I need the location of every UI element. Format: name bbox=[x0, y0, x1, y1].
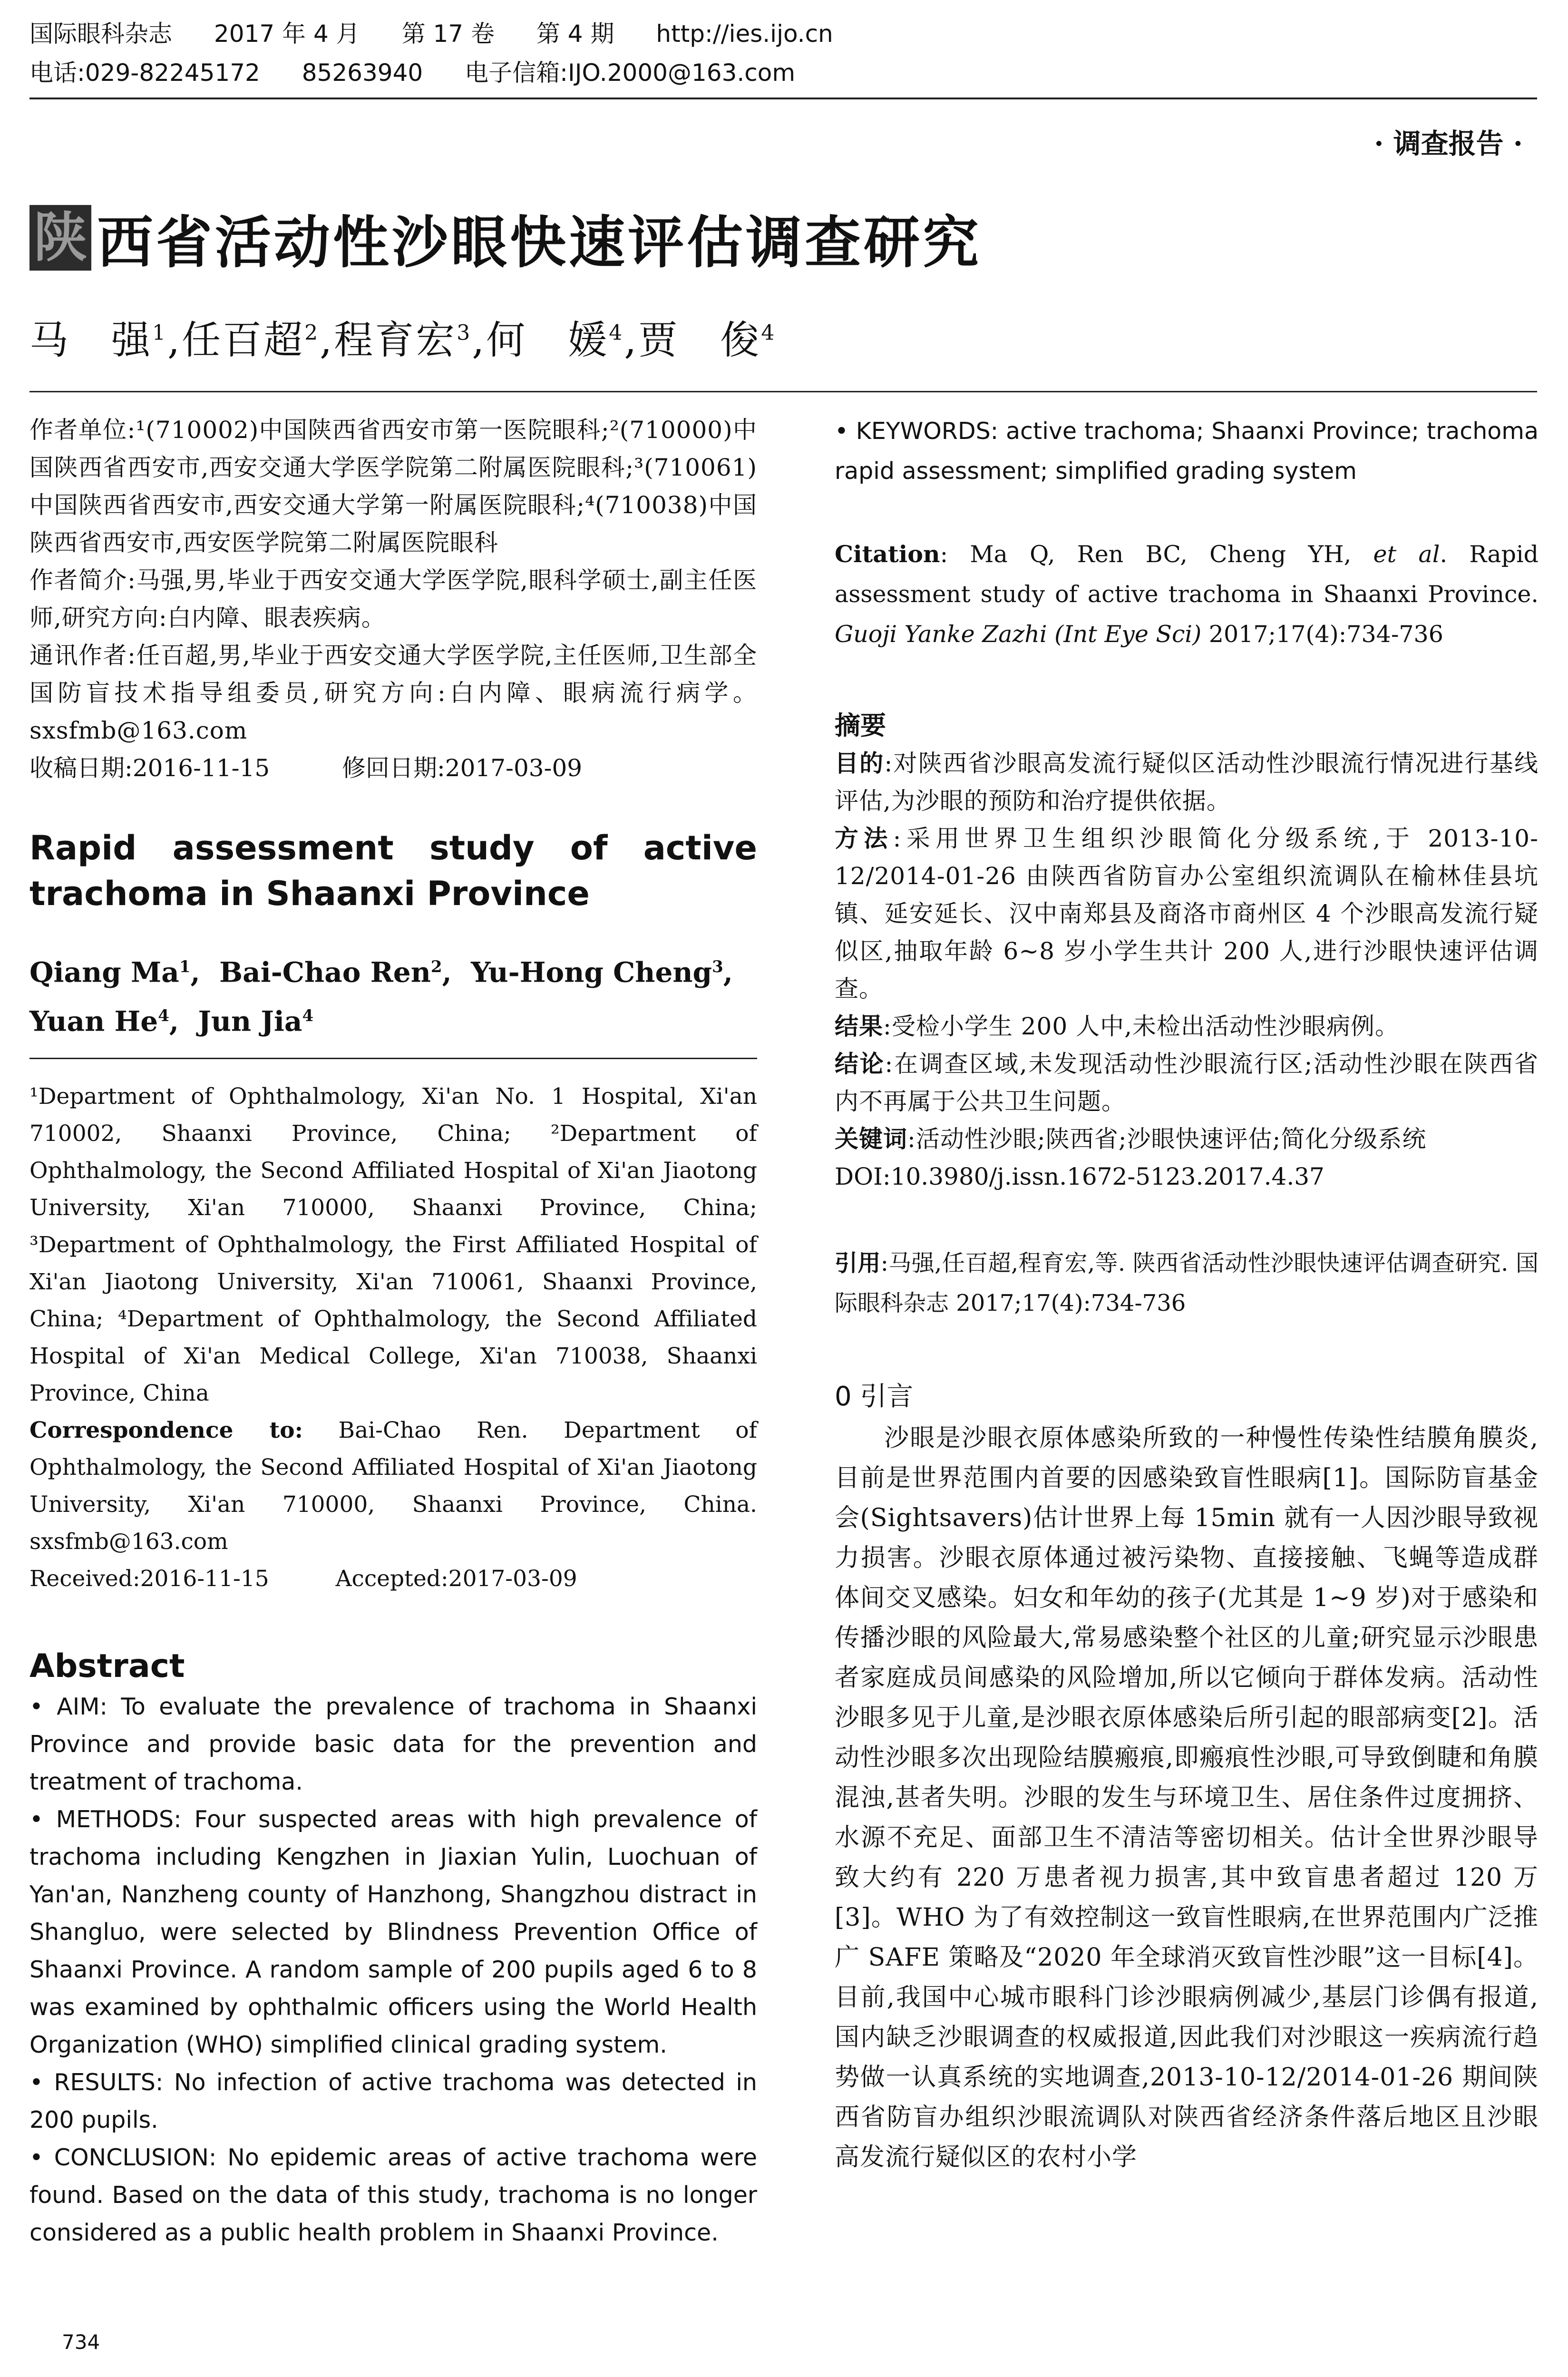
left-column bbox=[29, 411, 757, 2251]
keywords-en: • KEYWORDS: active trachoma; Shaanxi Province; trachoma rapid assessment; simplified grading system bbox=[835, 418, 1539, 485]
keywords-cn: 关键词:活动性沙眼;陕西省;沙眼快速评估;简化分级系统 bbox=[835, 1125, 1427, 1153]
abstract-objective-cn: 目的:对陕西省沙眼高发流行疑似区活动性沙眼流行情况进行基线评估,为沙眼的预防和治疗提供依据。 bbox=[835, 750, 1539, 815]
article-title bbox=[29, 202, 982, 273]
correspondence-en bbox=[29, 1412, 757, 1560]
abstract-heading: Abstract bbox=[29, 1647, 185, 1685]
received-date-en: Received:2016-11-15 bbox=[29, 1565, 269, 1592]
volume: 第 17 卷 bbox=[401, 20, 495, 48]
author-bio: 作者简介:马强,男,毕业于西安交通大学医学院,眼科学硕士,副主任医师,研究方向:白内障、眼表疾病。 bbox=[29, 566, 757, 632]
journal-name: 国际眼科杂志 bbox=[29, 20, 172, 48]
received-date-cn: 收稿日期:2016-11-15 bbox=[29, 754, 270, 782]
affiliation-cn: 作者单位:¹(710002)中国陕西省西安市第一医院眼科;²(710000)中国陕西省西安市,西安交通大学医学院第二附属医院眼科;³(710061)中国陕西省西安市,西安交通大学第一附属医院眼科;⁴(710038)中国陕西省西安市,西安医学院第二附属医院眼科 bbox=[29, 416, 757, 556]
affiliation-en: ¹Department of Ophthalmology, Xi'an No. 1 Hospital, Xi'an 710002, Shaanxi Province, China; ²Department of Ophthalmology, the Second Affiliated Hospital of Xi'an Jiaotong University, Xi'an 710000, Shaanxi Province, China; ³Department of Ophthalmology, the First Affiliated Hospital of Xi'an Jiaotong University, Xi'an 710061, Shaanxi Province, China; ⁴Department of Ophthalmology, the Second Affiliated Hospital of Xi'an Medical College, Xi'an 710038, Shaanxi Province, China bbox=[29, 1083, 757, 1406]
abstract-results-cn: 结果:受检小学生 200 人中,未检出活动性沙眼病例。 bbox=[835, 1013, 1399, 1040]
intro-heading: 0 引言 bbox=[835, 1381, 914, 1412]
abstract-heading-cn: 摘要 bbox=[835, 711, 886, 740]
english-title: Rapid assessment study of active trachoma in Shaanxi Province bbox=[29, 828, 757, 913]
revised-date-cn: 修回日期:2017-03-09 bbox=[341, 754, 583, 782]
doi[interactable]: DOI:10.3980/j.issn.1672-5123.2017.4.37 bbox=[835, 1163, 1325, 1190]
english-authors-divider bbox=[29, 1058, 757, 1059]
english-authors: Qiang Ma$^1$, Bai-Chao Ren$^2$, Yu-Hong Cheng$^3$, Yuan He$^4$, Jun Jia$^4$ bbox=[29, 956, 733, 1038]
citation-en: Citation: Ma Q, Ren BC, Cheng YH, et al. Rapid assessment study of active trachoma in Shaanxi Province. Guoji Yanke Zazhi (Int Eye Sci) 2017;17(4):734-736 bbox=[835, 540, 1539, 648]
issue-date: 2017 年 4 月 bbox=[214, 20, 360, 48]
phone: 电话:029-82245172 bbox=[29, 59, 260, 87]
journal-url[interactable]: http://ies.ijo.cn bbox=[656, 20, 833, 48]
citation-cn: 引用:马强,任百超,程育宏,等. 陕西省活动性沙眼快速评估调查研究. 国际眼科杂志 2017;17(4):734-736 bbox=[835, 1250, 1539, 1316]
title-dropcap: 陕 bbox=[29, 205, 91, 271]
author-name: 何 媛 bbox=[486, 318, 609, 363]
author-name: 贾 俊 bbox=[638, 318, 761, 363]
page-number: 734 bbox=[62, 2330, 100, 2354]
author-name: 马 强 bbox=[29, 318, 153, 363]
abstract-aim: • AIM: To evaluate the prevalence of trachoma in Shaanxi Province and provide basic data for the prevention and treatment of trachoma. bbox=[29, 1693, 757, 1795]
abstract-methods: • METHODS: Four suspected areas with high prevalence of trachoma including Kengzhen in Jiaxian Yulin, Luochuan of Yan'an, Nanzheng county of Hanzhong, Shangzhou distract in Shangluo, were selected by Blindness Prevention Office of Shaanxi Province. A random sample of 200 pupils aged 6 to 8 was examined by ophthalmic officers using the World Health Organization (WHO) simplified clinical grading system. bbox=[29, 1805, 757, 2058]
issue: 第 4 期 bbox=[536, 20, 614, 48]
dates-cn bbox=[29, 750, 757, 787]
header-divider bbox=[29, 97, 1537, 99]
abstract-results: • RESULTS: No infection of active trachoma was detected in 200 pupils. bbox=[29, 2068, 757, 2133]
running-header bbox=[29, 14, 1537, 92]
phone-2: 85263940 bbox=[302, 59, 423, 87]
correspondence-label: Correspondence to: bbox=[29, 1417, 303, 1443]
abstract-conclusion: • CONCLUSION: No epidemic areas of active trachoma were found. Based on the data of this study, trachoma is no longer considered as a public health problem in Shaanxi Province. bbox=[29, 2143, 757, 2246]
correspondence-text: Bai-Chao Ren. Department of Ophthalmology, the Second Affiliated Hospital of Xi'an Jiaotong University, Xi'an 710000, Shaanxi Province, China. sxsfmb@163.com bbox=[29, 1417, 757, 1555]
abstract-conclusion-cn: 结论:在调查区域,未发现活动性沙眼流行区;活动性沙眼在陕西省内不再属于公共卫生问题。 bbox=[835, 1050, 1539, 1115]
citation-label: Citation bbox=[835, 540, 940, 568]
right-column bbox=[835, 411, 1539, 2177]
dates-en bbox=[29, 1560, 757, 1598]
email[interactable]: 电子信箱:IJO.2000@163.com bbox=[465, 59, 796, 87]
accepted-date-en: Accepted:2017-03-09 bbox=[335, 1565, 577, 1592]
title-text: 西省活动性沙眼快速评估调查研究 bbox=[97, 210, 982, 275]
abstract-methods-cn: 方法:采用世界卫生组织沙眼简化分级系统,于 2013-10-12/2014-01-26 由陕西省防盲办公室组织流调队在榆林佳县坑镇、延安延长、汉中南郑县及商洛市商州区 4 个沙眼高发流行疑似区,抽取年龄 6~8 岁小学生共计 200 人,进行沙眼快速评估调查。 bbox=[835, 825, 1539, 1003]
authors-divider bbox=[29, 391, 1537, 392]
author-name: 任百超 bbox=[182, 318, 305, 363]
intro-paragraph: 沙眼是沙眼衣原体感染所致的一种慢性传染性结膜角膜炎,目前是世界范围内首要的因感染致盲性眼病[1]。国际防盲基金会(Sightsavers)估计世界上每 15min 就有一人因沙眼导致视力损害。沙眼衣原体通过被污染物、直接接触、飞蝇等造成群体间交叉感染。妇女和年幼的孩子(尤其是 1~9 岁)对于感染和传播沙眼的风险最大,常易感染整个社区的儿童;研究显示沙眼患者家庭成员间感染的风险增加,所以它倾向于群体发病。活动性沙眼多见于儿童,是沙眼衣原体感染后所引起的眼部病变[2]。活动性沙眼多次出现险结膜瘢痕,即瘢痕性沙眼,可导致倒睫和角膜混浊,甚者失明。沙眼的发生与环境卫生、居住条件过度拥挤、水源不充足、面部卫生不清洁等密切相关。估计全世界沙眼导致大约有 220 万患者视力损害,其中致盲患者超过 120 万[3]。WHO 为了有效控制这一致盲性眼病,在世界范围内广泛推广 SAFE 策略及“2020 年全球消灭致盲性沙眼”这一目标[4]。目前,我国中心城市眼科门诊沙眼病例减少,基层门诊偶有报道,国内缺乏沙眼调查的权威报道,因此我们对沙眼这一疾病流行趋势做一认真系统的实地调查,2013-10-12/2014-01-26 期间陕西省防盲办组织沙眼流调队对陕西省经济条件落后地区且沙眼高发流行疑似区的农村小学 bbox=[835, 1424, 1539, 2172]
corresponding-author-cn: 通讯作者:任百超,男,毕业于西安交通大学医学院,主任医师,卫生部全国防盲技术指导组委员,研究方向:白内障、眼病流行病学。sxsfmb@163.com bbox=[29, 642, 757, 744]
authors-chinese: 马 强$^1$,任百超$^2$,程育宏$^3$,何 媛$^4$,贾 俊$^4$ bbox=[29, 318, 777, 363]
section-tag: · 调查报告 · bbox=[1374, 127, 1523, 160]
author-name: 程育宏 bbox=[334, 318, 457, 363]
